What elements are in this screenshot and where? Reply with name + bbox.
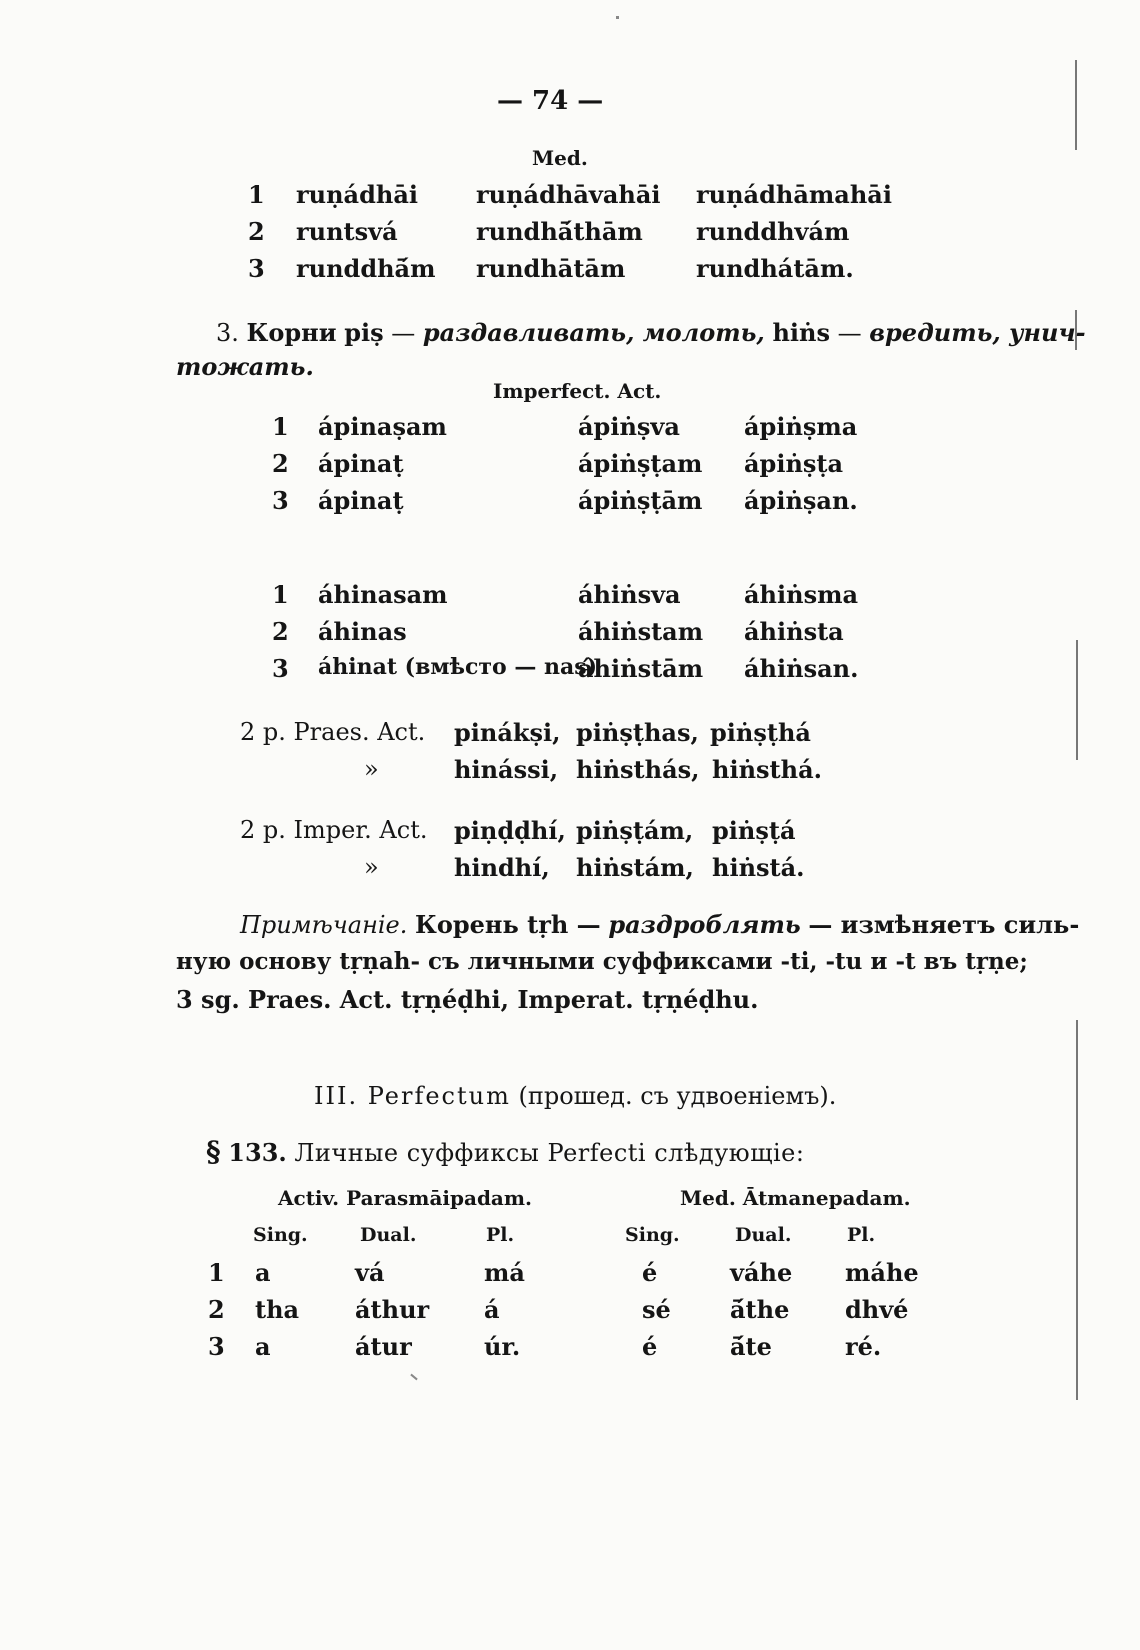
perfect-heading — [314, 1082, 836, 1110]
form-cell: áhiṅstam — [578, 617, 704, 646]
column-header: Dual. — [360, 1224, 417, 1246]
form-cell: hiṅstám, — [576, 853, 694, 882]
form-cell: áhiṅsta — [744, 617, 844, 646]
form-cell: áhiṅsan. — [744, 654, 859, 683]
suffix-cell: vá — [355, 1258, 385, 1287]
scan-speck — [410, 1374, 417, 1381]
form-cell: piṅṣṭhá — [710, 718, 811, 747]
row-number: 1 — [248, 180, 265, 209]
praes-label: 2 p. Praes. Act. — [240, 718, 426, 746]
column-header: Sing. — [625, 1224, 680, 1246]
form-cell: hinássi, — [454, 755, 559, 784]
note-line-1 — [240, 910, 1079, 939]
form-cell: piṅṣṭá — [712, 816, 796, 845]
suffix-cell: má — [484, 1258, 525, 1287]
section-3-continuation: тожать. — [176, 352, 314, 381]
form-cell: hiṅsthás, — [576, 755, 700, 784]
form-cell: rundhátām. — [696, 254, 854, 283]
suffix-cell: ré. — [845, 1332, 882, 1361]
form-cell: ápinaṣam — [318, 412, 447, 441]
imper-label: 2 p. Imper. Act. — [240, 816, 428, 844]
form-cell: áhinasam — [318, 580, 448, 609]
form-cell: ruṇádhāvahāi — [476, 180, 661, 209]
form-cell: áhinat (вмѣсто — nas) — [318, 654, 598, 680]
form-cell: áhiṅsma — [744, 580, 859, 609]
page-number: — 74 — — [497, 86, 604, 116]
form-cell: rundhātām — [476, 254, 626, 283]
suffix-cell: á — [484, 1295, 500, 1324]
med-atmanepadam-label: Med. Ātmanepadam. — [680, 1186, 911, 1210]
suffix-cell: a — [255, 1258, 271, 1287]
row-number: 1 — [272, 580, 289, 609]
suffix-cell: ā́te — [730, 1332, 772, 1361]
suffix-cell: sé — [642, 1295, 671, 1324]
root-hins: hiṅs — [772, 318, 830, 347]
section-3-line — [216, 318, 1086, 347]
med-label: Med. — [532, 146, 588, 170]
scan-speck — [616, 16, 619, 19]
form-cell: runtsvá — [296, 217, 398, 246]
column-header: Pl. — [486, 1224, 515, 1246]
activ-label: Activ. Parasmāipadam. — [278, 1186, 533, 1210]
form-cell: ruṇádhāmahāi — [696, 180, 892, 209]
row-number: 3 — [272, 654, 289, 683]
form-cell: piṅṣṭhas, — [576, 718, 699, 747]
root-pis: piṣ — [344, 318, 384, 347]
roots-word: Корни — [246, 318, 337, 347]
suffix-cell: dhvé — [845, 1295, 909, 1324]
form-cell: hindhí, — [454, 853, 550, 882]
paragraph-number: 133. — [228, 1138, 287, 1167]
form-cell: pinákṣi, — [454, 718, 561, 747]
page-edge-line — [1075, 60, 1077, 150]
perfect-heading-gloss: (прошед. съ удвоеніемъ). — [518, 1082, 837, 1110]
form-cell: ruṇádhāi — [296, 180, 418, 209]
suffix-cell: é — [642, 1258, 658, 1287]
form-cell: piṅṣṭám, — [576, 816, 694, 845]
row-number: 3 — [248, 254, 265, 283]
form-cell: ápiṅṣva — [578, 412, 680, 441]
dash: — — [837, 319, 862, 347]
form-cell: áhiṅstām — [578, 654, 704, 683]
form-cell: runddhvám — [696, 217, 850, 246]
suffix-cell: tha — [255, 1295, 300, 1324]
form-cell: hiṅsthá. — [712, 755, 822, 784]
perfect-heading-title: III. Perfectum — [314, 1082, 511, 1110]
form-cell: ápiṅṣan. — [744, 486, 858, 515]
row-number: 2 — [248, 217, 265, 246]
form-cell: áhinas — [318, 617, 407, 646]
form-cell: runddhā́m — [296, 254, 436, 283]
form-cell: piṇḍḍhí, — [454, 816, 566, 845]
section-sign: § — [206, 1135, 221, 1168]
row-number: 2 — [208, 1295, 225, 1324]
paragraph-133 — [206, 1135, 804, 1168]
form-cell: hiṅstá. — [712, 853, 805, 882]
ditto-mark: » — [364, 755, 379, 783]
row-number: 2 — [272, 449, 289, 478]
note-label: Примѣчаніе. — [240, 911, 408, 939]
section-number: 3. — [216, 319, 239, 347]
suffix-cell: áthur — [355, 1295, 430, 1324]
hins-gloss: вредить, унич- — [869, 318, 1086, 347]
ditto-mark: » — [364, 853, 379, 881]
column-header: Pl. — [847, 1224, 876, 1246]
row-number: 1 — [272, 412, 289, 441]
form-cell: rundhā́thām — [476, 217, 643, 246]
form-cell: ápiṅṣṭa — [744, 449, 844, 478]
page-edge-line — [1076, 1020, 1078, 1400]
column-header: Sing. — [253, 1224, 308, 1246]
note-gloss: раздроблять — [608, 910, 801, 939]
form-cell: ápinaṭ — [318, 486, 404, 515]
note-text: Корень tṛh — — [415, 910, 601, 939]
suffix-cell: é — [642, 1332, 658, 1361]
suffix-cell: úr. — [484, 1332, 521, 1361]
suffix-cell: a — [255, 1332, 271, 1361]
row-number: 1 — [208, 1258, 225, 1287]
suffix-cell: váhe — [730, 1258, 793, 1287]
note-line-3: 3 sg. Praes. Act. tṛṇéḍhi, Imperat. tṛṇéḍhu. — [176, 985, 759, 1014]
imperfect-label: Imperfect. Act. — [493, 379, 662, 403]
note-text: — измѣняетъ силь- — [808, 910, 1080, 939]
suffix-cell: máhe — [845, 1258, 919, 1287]
form-cell: ápiṅṣma — [744, 412, 858, 441]
dash: — — [391, 319, 416, 347]
pis-gloss: раздавливать, молоть, — [422, 318, 765, 347]
form-cell: ápiṅṣṭām — [578, 486, 703, 515]
column-header: Dual. — [735, 1224, 792, 1246]
row-number: 2 — [272, 617, 289, 646]
suffix-cell: ā́the — [730, 1295, 790, 1324]
form-cell: ápinaṭ — [318, 449, 404, 478]
paragraph-text: Личные суффиксы Perfecti слѣдующіе: — [294, 1139, 805, 1167]
page-edge-line — [1076, 640, 1078, 760]
form-cell: áhiṅsva — [578, 580, 681, 609]
note-line-2: ную основу tṛṇah- съ личными суффиксами -ti, -tu и -t въ tṛṇe; — [176, 948, 1028, 975]
row-number: 3 — [272, 486, 289, 515]
suffix-cell: átur — [355, 1332, 412, 1361]
form-cell: ápiṅṣṭam — [578, 449, 703, 478]
row-number: 3 — [208, 1332, 225, 1361]
